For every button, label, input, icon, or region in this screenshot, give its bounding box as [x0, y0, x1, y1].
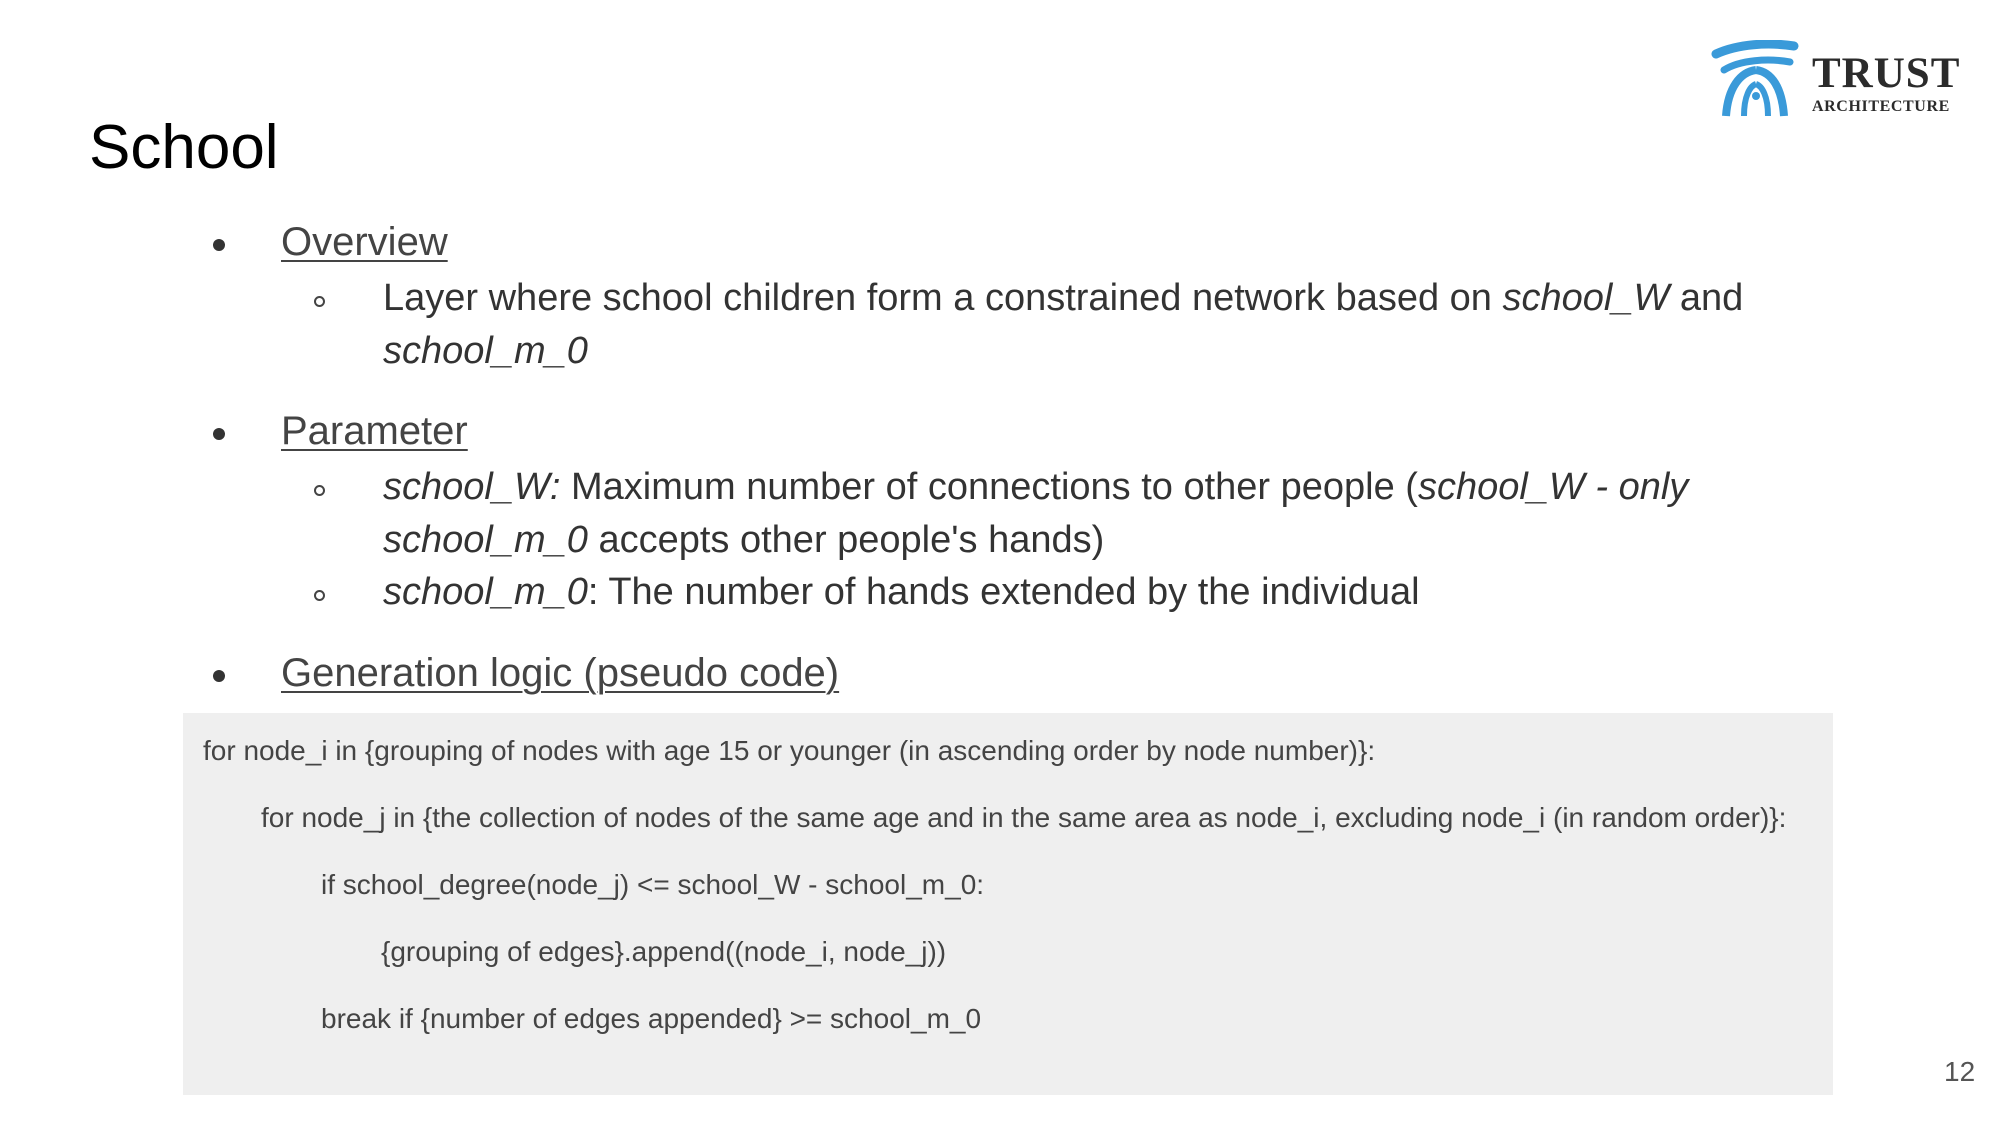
- code-line: for node_i in {grouping of nodes with age 15 or younger (in ascending order by node number)}:: [203, 735, 1376, 766]
- pseudo-code-block: [183, 713, 1833, 1095]
- bullet-dot: [213, 428, 225, 440]
- overview-text: Layer where school children form a constrained network based on school_W and school_m_0: [383, 277, 1744, 372]
- bullet-dot: [213, 670, 225, 682]
- logo-word-main: TRUST: [1812, 50, 1961, 97]
- parameter-heading[interactable]: Parameter: [281, 409, 468, 453]
- trust-architecture-arch-icon: [1710, 40, 1800, 118]
- slide-title: School: [89, 113, 279, 182]
- bullet-dot: [213, 239, 225, 251]
- parameter-school-w: school_W: Maximum number of connections to other people (school_W - only school_m_0 accepts other people's hands): [383, 466, 1689, 561]
- code-line: if school_degree(node_j) <= school_W - school_m_0:: [321, 869, 985, 900]
- generation-heading[interactable]: Generation logic (pseudo code): [281, 651, 840, 695]
- code-line: for node_j in {the collection of nodes of the same age and in the same area as node_i, excluding node_i (in random order)}:: [261, 802, 1787, 833]
- sub-bullet-ring: [314, 296, 325, 307]
- sub-bullet-ring: [314, 590, 325, 601]
- trust-architecture-logo: [1710, 40, 1965, 118]
- logo-wordmark: [1812, 52, 1960, 115]
- parameter-school-m0: school_m_0: The number of hands extended by the individual: [383, 571, 1420, 613]
- logo-word-sub: ARCHITECTURE: [1812, 98, 1950, 115]
- overview-heading[interactable]: Overview: [281, 220, 448, 264]
- code-line: break if {number of edges appended} >= school_m_0: [321, 1003, 982, 1034]
- code-line: {grouping of edges}.append((node_i, node_j)): [381, 936, 947, 967]
- sub-bullet-ring: [314, 485, 325, 496]
- page-number: 12: [1944, 1056, 1976, 1087]
